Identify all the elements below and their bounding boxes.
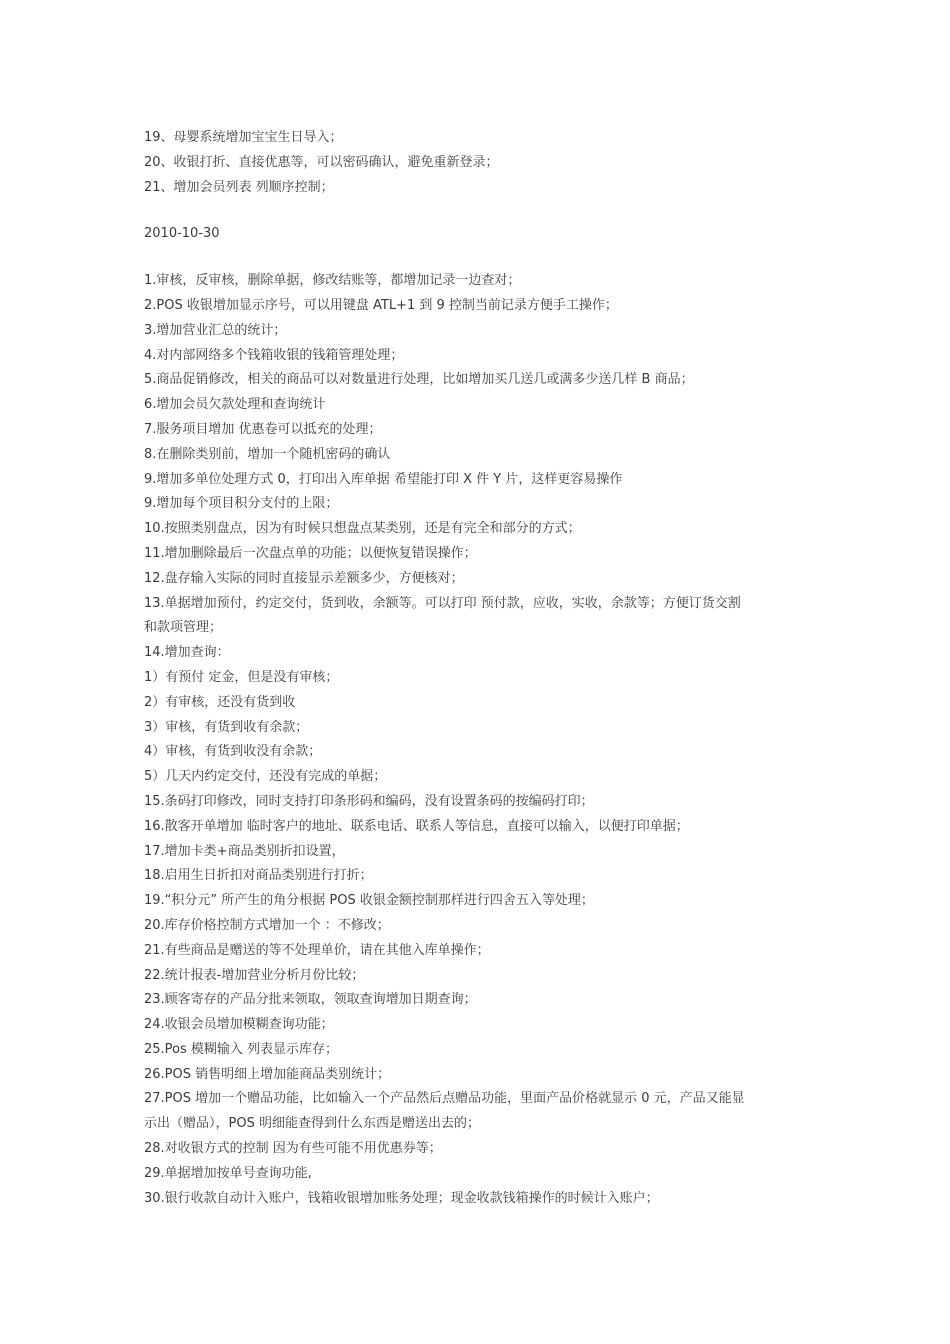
list-item: 7.服务项目增加 优惠卷可以抵充的处理；	[144, 421, 382, 437]
date-heading: 2010-10-30	[144, 226, 220, 242]
list-item: 29.单据增加按单号查询功能,	[144, 1165, 312, 1181]
list-item: 19.“积分元” 所产生的角分根据 POS 收银金额控制那样进行四舍五入等处理；	[144, 893, 594, 909]
list-item-continuation: 示出（赠品），POS 明细能查得到什么东西是赠送出去的；	[144, 1116, 480, 1132]
spacer	[144, 247, 812, 269]
list-item-continuation: 和款项管理；	[144, 620, 223, 636]
sub-list-item: 3）审核，有货到收有余款；	[144, 719, 309, 735]
list-item: 21.有些商品是赠送的等不处理单价，请在其他入库单操作；	[144, 942, 490, 958]
list-item: 17.增加卡类+商品类别折扣设置，	[144, 843, 345, 859]
list-item: 6.增加会员欠款处理和查询统计	[144, 397, 326, 413]
intro-item: 21、增加会员列表 列顺序控制；	[144, 179, 334, 195]
list-item: 12.盘存输入实际的同时直接显示差额多少，方便核对；	[144, 570, 464, 586]
list-item: 2.POS 收银增加显示序号，可以用键盘 ATL+1 到 9 控制当前记录方便手工操作；	[144, 297, 618, 313]
list-item: 10.按照类别盘点，因为有时候只想盘点某类别，还是有完全和部分的方式；	[144, 521, 581, 537]
spacer	[144, 200, 812, 222]
list-item: 8.在删除类别前，增加一个随机密码的确认	[144, 446, 391, 462]
sub-list-item: 5）几天内约定交付，还没有完成的单据；	[144, 769, 387, 785]
list-item: 22.统计报表-增加营业分析月份比较；	[144, 967, 365, 983]
list-item: 9.增加每个项目积分支付的上限；	[144, 496, 339, 512]
list-item: 18.启用生日折扣对商品类别进行打折；	[144, 868, 373, 884]
list-item: 9.增加多单位处理方式 0，打印出入库单据 希望能打印 X 件 Y 片，这样更容易操作	[144, 471, 623, 487]
list-item: 30.银行收款自动计入账户，钱箱收银增加账务处理；现金收款钱箱操作的时候计入账户；	[144, 1190, 659, 1206]
list-item: 23.顾客寄存的产品分批来领取，领取查询增加日期查询；	[144, 992, 477, 1008]
list-item: 20.库存价格控制方式增加一个 ：不修改；	[144, 917, 390, 933]
list-item: 13.单据增加预付，约定交付，货到收，余额等。可以打印 预付款，应收，实收，余款等；方便订货交割	[144, 595, 741, 611]
list-item: 16.散客开单增加 临时客户的地址、联系电话、联系人等信息，直接可以输入，以便打印单据；	[144, 818, 689, 834]
list-item: 25.Pos 模糊输入 列表显示库存；	[144, 1041, 339, 1057]
list-item: 11.增加删除最后一次盘点单的功能；以便恢复错误操作；	[144, 545, 477, 561]
list-item: 27.POS 增加一个赠品功能，比如输入一个产品然后点赠品功能，里面产品价格就显示 0 元，产品又能显	[144, 1091, 745, 1107]
list-item: 14.增加查询：	[144, 645, 230, 661]
sub-list-item: 1）有预付 定金，但是没有审核；	[144, 669, 339, 685]
list-item: 24.收银会员增加模糊查询功能；	[144, 1017, 334, 1033]
sub-list-item: 2）有审核，还没有货到收	[144, 694, 296, 710]
list-item: 1.审核，反审核，删除单据，修改结账等，都增加记录一边查对；	[144, 273, 521, 289]
sub-list-item: 4）审核，有货到收没有余款；	[144, 744, 322, 760]
list-item: 3.增加营业汇总的统计；	[144, 322, 287, 338]
intro-item: 19、母婴系统增加宝宝生日导入；	[144, 130, 343, 145]
document-page	[144, 126, 812, 1211]
list-item: 28.对收银方式的控制 因为有些可能不用优惠券等；	[144, 1141, 442, 1157]
list-item: 5.商品促销修改，相关的商品可以对数量进行处理，比如增加买几送几或满多少送几样 B 商品；	[144, 372, 694, 388]
list-item: 4.对内部网络多个钱箱收银的钱箱管理处理；	[144, 347, 404, 363]
list-item: 15.条码打印修改，同时支持打印条形码和编码，没有设置条码的按编码打印；	[144, 793, 594, 809]
intro-item: 20、收银打折、直接优惠等，可以密码确认，避免重新登录；	[144, 154, 499, 170]
list-item: 26.POS 销售明细上增加能商品类别统计；	[144, 1066, 391, 1082]
